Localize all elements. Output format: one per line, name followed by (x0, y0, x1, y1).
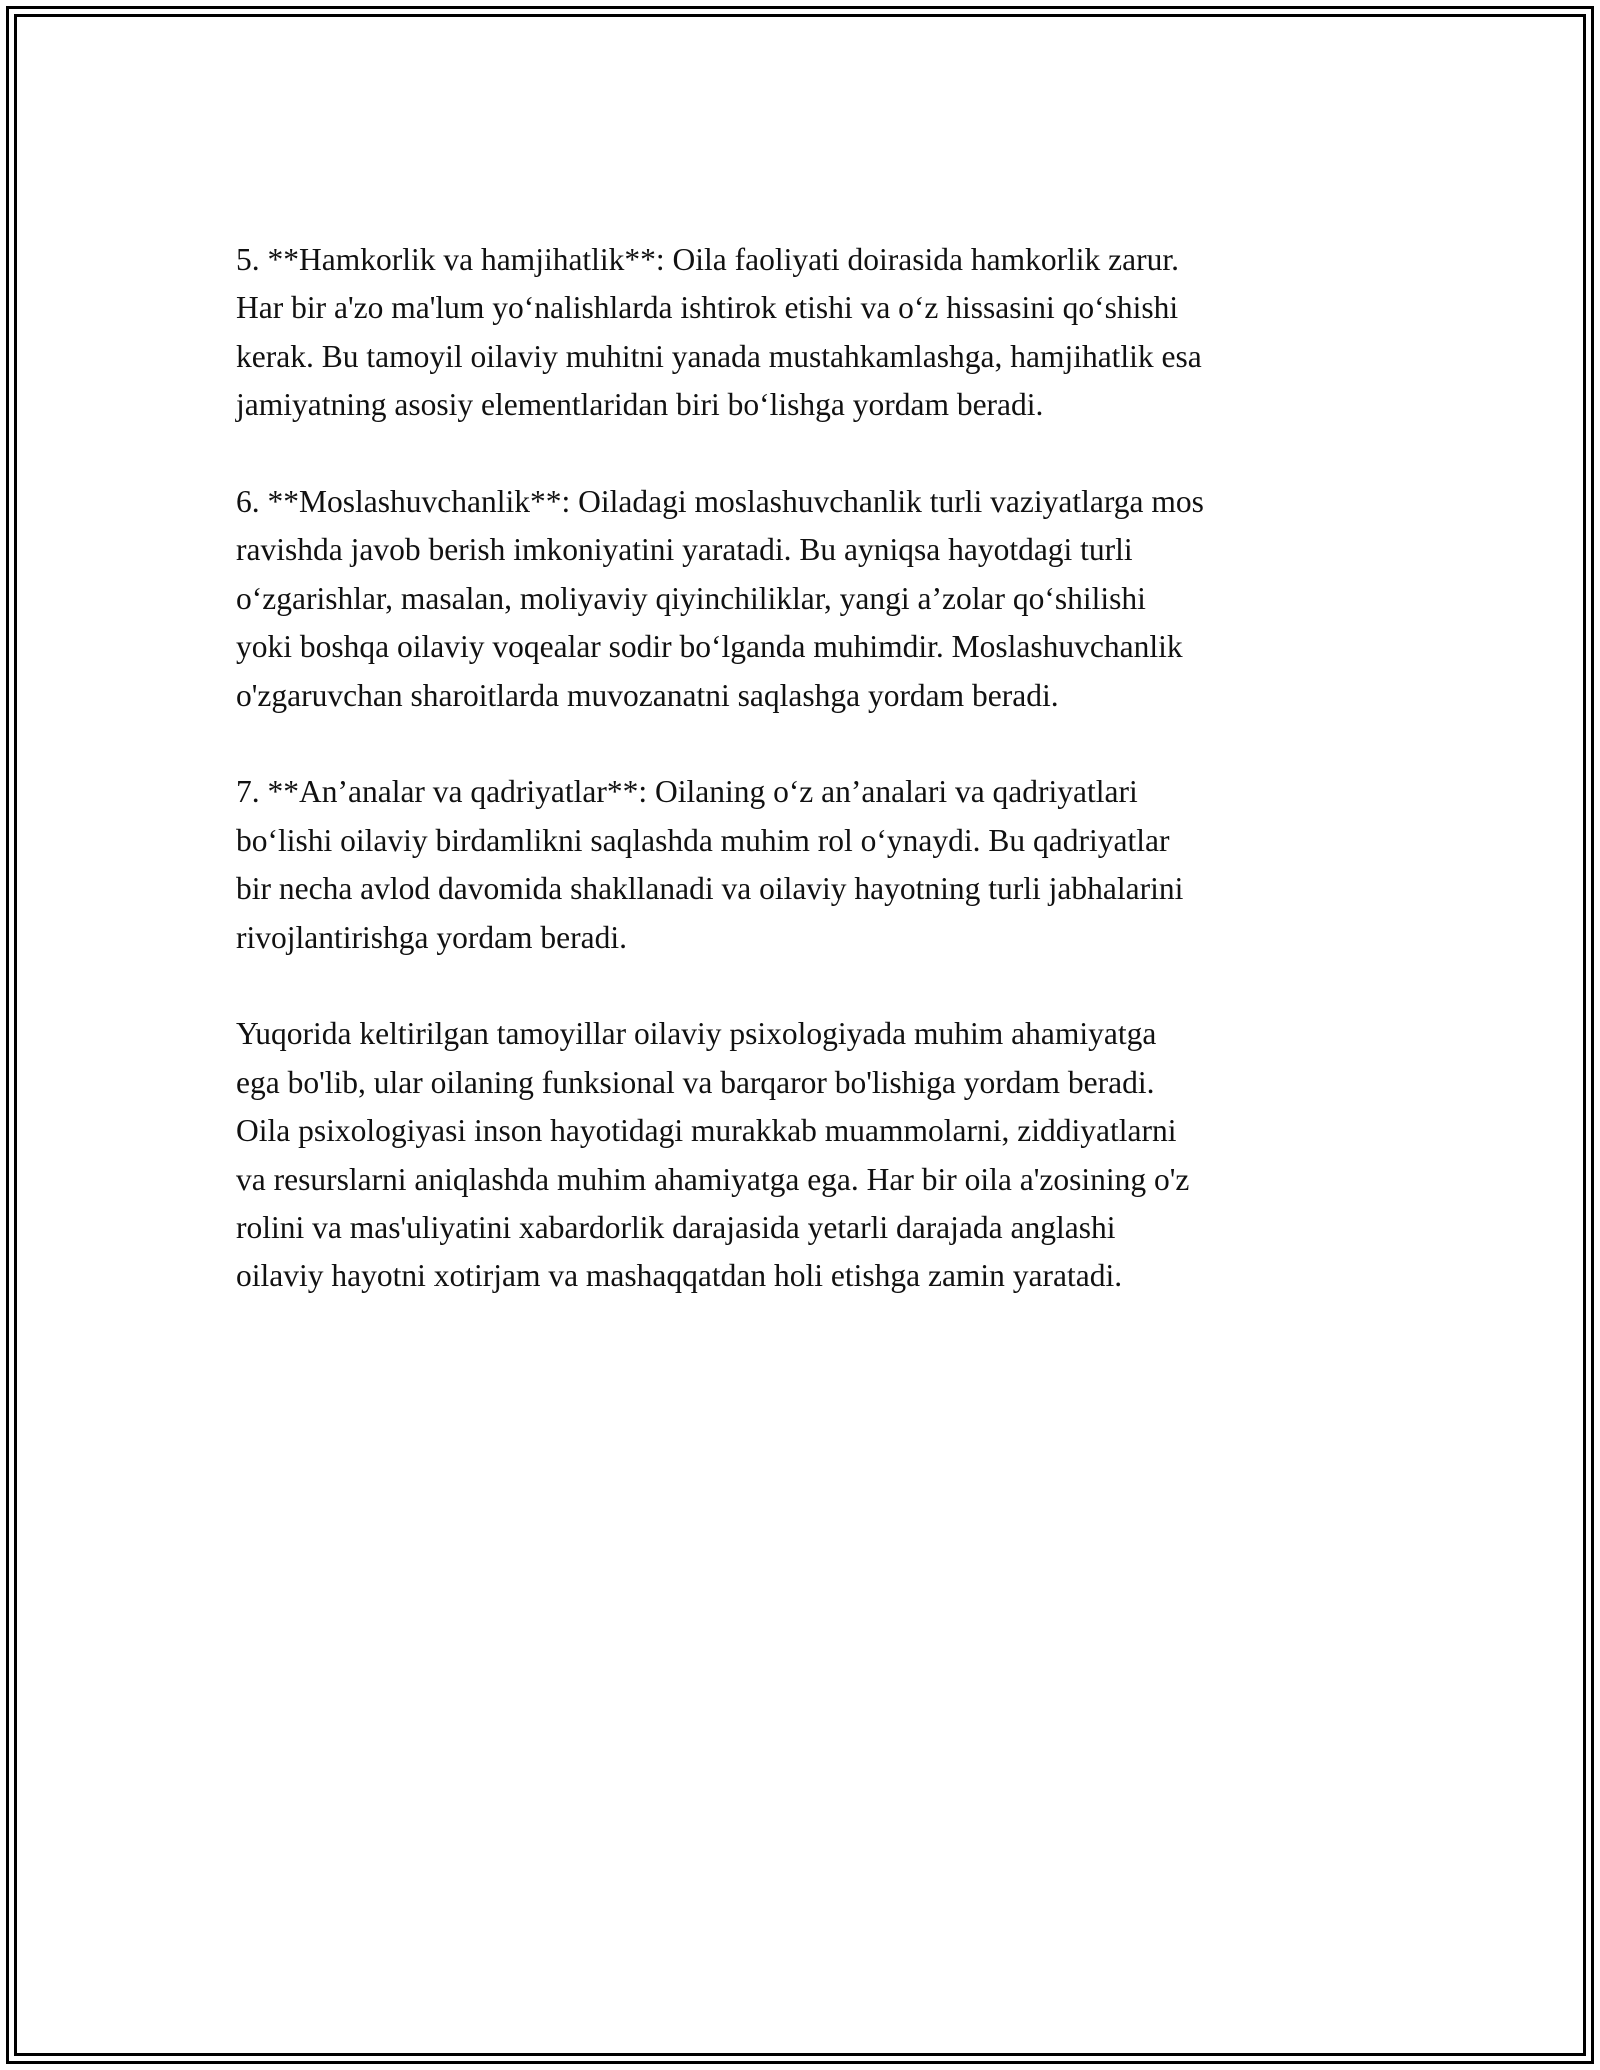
paragraph-line: jamiyatning asosiy elementlaridan biri bo‘lishga yordam beradi. (236, 387, 1044, 423)
paragraph-line: 6. **Moslashuvchanlik**: Oiladagi moslashuvchanlik turli vaziyatlarga mos (236, 484, 1204, 520)
paragraph-line: yoki boshqa oilaviy voqealar sodir bo‘lganda muhimdir. Moslashuvchanlik (236, 629, 1183, 665)
paragraph-conclusion (236, 1010, 1366, 1300)
paragraph-hamkorlik (236, 236, 1366, 430)
paragraph-moslashuvchanlik (236, 478, 1366, 720)
paragraph-line: oilaviy hayotni xotirjam va mashaqqatdan holi etishga zamin yaratadi. (236, 1258, 1123, 1294)
paragraph-line: Har bir a'zo ma'lum yo‘nalishlarda ishtirok etishi va o‘z hissasini qo‘shishi (236, 290, 1179, 326)
paragraph-line: ravishda javob berish imkoniyatini yaratadi. Bu ayniqsa hayotdagi turli (236, 532, 1133, 568)
paragraph-line: 5. **Hamkorlik va hamjihatlik**: Oila faoliyati doirasida hamkorlik zarur. (236, 242, 1180, 277)
paragraph-line: bir necha avlod davomida shakllanadi va oilaviy hayotning turli jabhalarini (236, 871, 1184, 907)
paragraph-line: 7. **An’analar va qadriyatlar**: Oilaning o‘z an’analari va qadriyatlari (236, 774, 1138, 810)
document-body (236, 236, 1366, 1349)
paragraph-line: kerak. Bu tamoyil oilaviy muhitni yanada mustahkamlashga, hamjihatlik esa (236, 338, 1202, 374)
paragraph-line: va resurslarni aniqlashda muhim ahamiyatga ega. Har bir oila a'zosining o'z (236, 1161, 1190, 1197)
paragraph-line: rolini va mas'uliyatini xabardorlik darajasida yetarli darajada anglashi (236, 1210, 1116, 1246)
paragraph-line: rivojlantirishga yordam beradi. (236, 919, 628, 955)
paragraph-line: Yuqorida keltirilgan tamoyillar oilaviy psixologiyada muhim ahamiyatga (236, 1016, 1157, 1052)
paragraph-ananalar (236, 768, 1366, 962)
paragraph-line: o'zgaruvchan sharoitlarda muvozanatni saqlashga yordam beradi. (236, 677, 1059, 713)
paragraph-line: bo‘lishi oilaviy birdamlikni saqlashda muhim rol o‘ynaydi. Bu qadriyatlar (236, 822, 1170, 858)
paragraph-line: ega bo'lib, ular oilaning funksional va barqaror bo'lishiga yordam beradi. (236, 1064, 1155, 1100)
paragraph-line: o‘zgarishlar, masalan, moliyaviy qiyinchiliklar, yangi a’zolar qo‘shilishi (236, 580, 1146, 616)
paragraph-line: Oila psixologiyasi inson hayotidagi murakkab muammolarni, ziddiyatlarni (236, 1113, 1177, 1149)
